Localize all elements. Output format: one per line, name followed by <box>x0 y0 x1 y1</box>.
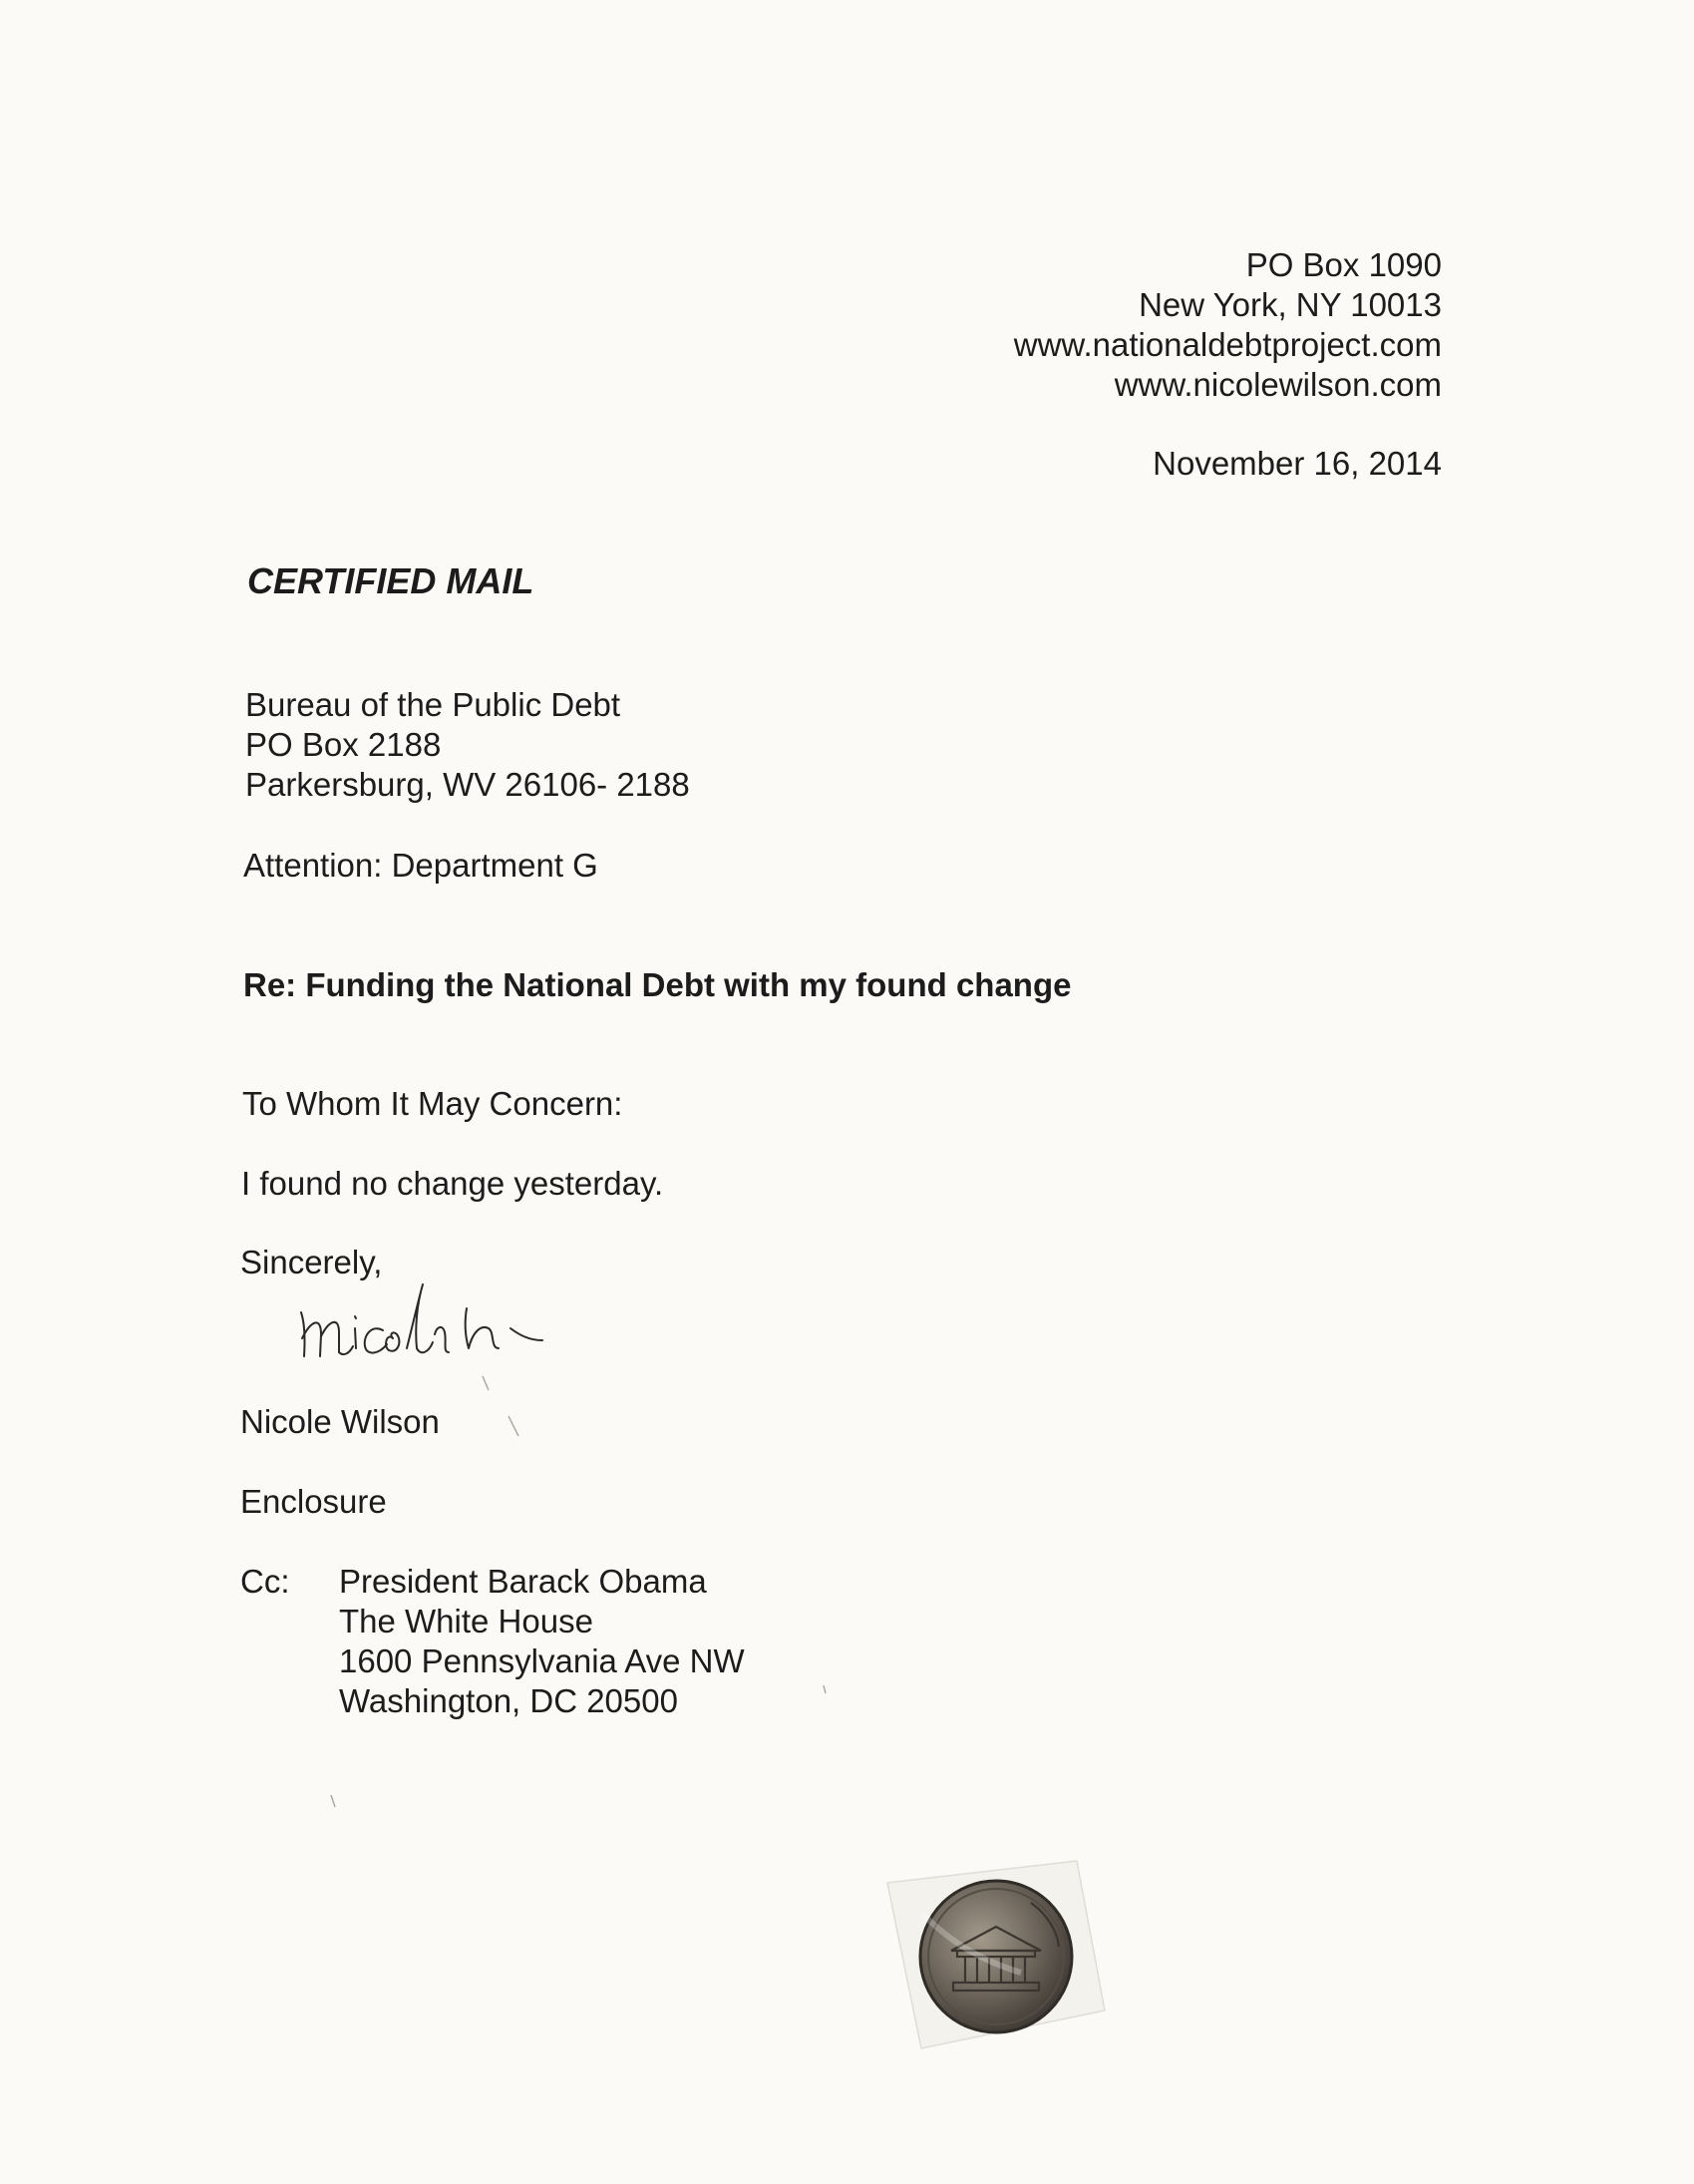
cc-recipient <box>339 1562 745 1721</box>
sender-website: www.nicolewilson.com <box>1114 366 1442 403</box>
recipient-line: Parkersburg, WV 26106- 2188 <box>245 766 690 803</box>
recipient-line: PO Box 2188 <box>245 726 442 763</box>
letter-body: I found no change yesterday. <box>241 1165 664 1202</box>
recipient-line: Bureau of the Public Debt <box>245 686 621 723</box>
closing: Sincerely, <box>240 1244 383 1280</box>
cc-line: Washington, DC 20500 <box>339 1682 678 1719</box>
cc-line: The White House <box>339 1603 593 1639</box>
sender-line: PO Box 1090 <box>1245 246 1442 283</box>
cc-line: President Barack Obama <box>339 1563 707 1600</box>
subject-line: Re: Funding the National Debt with my found change <box>243 966 1072 1003</box>
handwritten-signature <box>297 1269 626 1364</box>
signer-name: Nicole Wilson <box>240 1403 440 1440</box>
enclosure-note: Enclosure <box>240 1483 387 1520</box>
sender-line: New York, NY 10013 <box>1139 286 1442 323</box>
sender-website: www.nationaldebtproject.com <box>1013 326 1442 363</box>
letter-date: November 16, 2014 <box>1153 445 1442 482</box>
mail-type-heading: CERTIFIED MAIL <box>247 560 534 601</box>
cc-line: 1600 Pennsylvania Ave NW <box>339 1642 745 1679</box>
attention-line: Attention: Department G <box>243 847 598 884</box>
salutation: To Whom It May Concern: <box>242 1085 623 1122</box>
sender-address <box>1014 245 1442 405</box>
cc-label: Cc: <box>240 1563 290 1600</box>
recipient-address <box>245 685 690 805</box>
taped-penny-image <box>881 1843 1111 2062</box>
